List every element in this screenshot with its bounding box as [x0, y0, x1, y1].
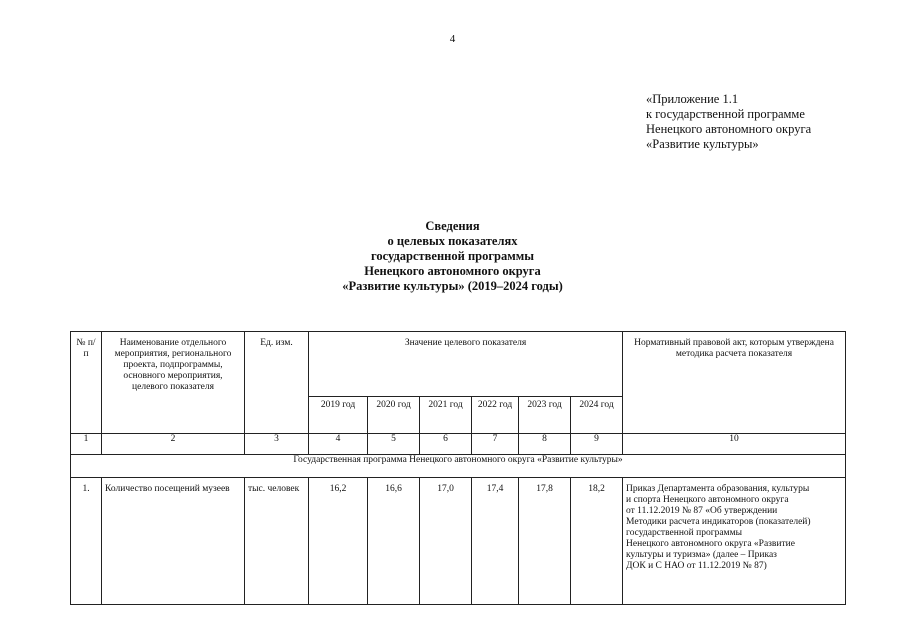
appendix-line: к государственной программе	[646, 107, 805, 121]
row-legal-act	[623, 478, 846, 605]
appendix-line: «Приложение 1.1	[646, 92, 739, 106]
column-numbers-row	[71, 434, 846, 455]
legal-act-line: государственной программы	[626, 528, 742, 538]
legal-act-line: Приказ Департамента образования, культуры	[626, 484, 810, 494]
header-year: 2024 год	[571, 397, 623, 434]
document-title	[0, 219, 905, 294]
header-year: 2022 год	[472, 397, 519, 434]
title-line: Ненецкого автономного округа	[364, 264, 541, 278]
row-value-2024: 18,2	[571, 478, 623, 605]
column-number: 4	[309, 434, 368, 455]
header-value-group: Значение целевого показателя	[309, 332, 623, 397]
table-row	[71, 478, 846, 605]
column-number: 7	[472, 434, 519, 455]
legal-act-line: Методики расчета индикаторов (показателей)	[626, 517, 811, 527]
page-number: 4	[449, 33, 456, 45]
column-number: 6	[420, 434, 472, 455]
header-name: Наименование отдельного мероприятия, регионального проекта, подпрограммы, основного мероприятия, целевого показателя	[102, 332, 245, 434]
appendix-line: Ненецкого автономного округа	[646, 122, 812, 136]
header-year: 2019 год	[309, 397, 368, 434]
row-value-2020: 16,6	[368, 478, 420, 605]
column-number: 10	[623, 434, 846, 455]
legal-act-line: и спорта Ненецкого автономного округа	[626, 495, 789, 505]
column-number: 5	[368, 434, 420, 455]
header-legal-act: Нормативный правовой акт, которым утверждена методика расчета показателя	[623, 332, 846, 434]
legal-act-line: культуры и туризма» (далее – Приказ	[626, 550, 777, 560]
row-unit: тыс. человек	[245, 478, 309, 605]
header-year: 2021 год	[420, 397, 472, 434]
header-unit: Ед. изм.	[245, 332, 309, 434]
legal-act-line: Ненецкого автономного округа «Развитие	[626, 539, 795, 549]
row-value-2022: 17,4	[472, 478, 519, 605]
title-line: о целевых показателях	[387, 234, 518, 248]
column-number: 9	[571, 434, 623, 455]
legal-act-line: от 11.12.2019 № 87 «Об утверждении	[626, 506, 778, 516]
header-num: № п/п	[71, 332, 102, 434]
row-value-2021: 17,0	[420, 478, 472, 605]
section-row	[71, 455, 846, 478]
column-number: 2	[102, 434, 245, 455]
appendix-note	[646, 92, 811, 152]
title-line: «Развитие культуры» (2019–2024 годы)	[342, 279, 563, 293]
indicators-table	[70, 331, 846, 605]
header-year: 2020 год	[368, 397, 420, 434]
section-title: Государственная программа Ненецкого автономного округа «Развитие культуры»	[71, 455, 846, 478]
row-value-2019: 16,2	[309, 478, 368, 605]
title-line: государственной программы	[370, 249, 535, 263]
column-number: 8	[519, 434, 571, 455]
header-row	[71, 332, 846, 397]
column-number: 3	[245, 434, 309, 455]
legal-act-line: ДОК и С НАО от 11.12.2019 № 87)	[626, 561, 767, 571]
appendix-line: «Развитие культуры»	[646, 137, 759, 151]
header-year: 2023 год	[519, 397, 571, 434]
column-number: 1	[71, 434, 102, 455]
row-name: Количество посещений музеев	[102, 478, 245, 605]
row-num: 1.	[71, 478, 102, 605]
title-line: Сведения	[425, 219, 480, 233]
row-value-2023: 17,8	[519, 478, 571, 605]
